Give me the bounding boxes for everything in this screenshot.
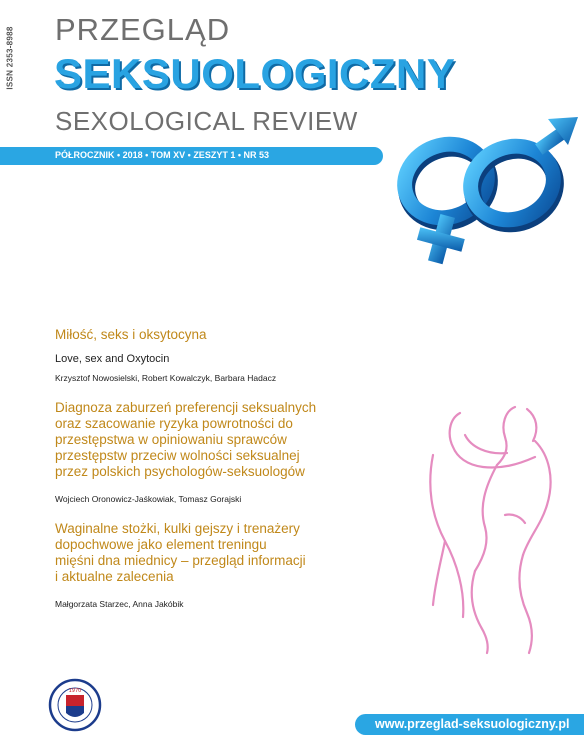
article-1-authors: Krzysztof Nowosielski, Robert Kowalczyk, Barbara Hadacz <box>55 373 277 383</box>
article-1-title[interactable]: Miłość, seks i oksytocyna <box>55 327 207 342</box>
gender-symbols-icon <box>388 115 584 275</box>
article-3-authors: Małgorzata Starzec, Anna Jakóbik <box>55 599 184 609</box>
journal-title-line2: SEKSUOLOGICZNY <box>54 50 456 97</box>
article-3-title[interactable]: Waginalne stożki, kulki gejszy i trenażery dopochwowe jako element treningu mięśni dna miednicy – przegląd informacji i aktualne zalecenia <box>55 521 306 584</box>
issue-info-bar <box>0 147 383 165</box>
website-bar[interactable] <box>355 714 584 735</box>
issn-text: ISSN 2353-8988 <box>5 26 15 90</box>
article-1-subtitle: Love, sex and Oxytocin <box>55 353 170 365</box>
website-url[interactable]: www.przeglad-seksuologiczny.pl <box>375 717 570 731</box>
institution-seal-logo <box>48 675 102 735</box>
journal-title-line1: PRZEGLĄD <box>55 12 231 47</box>
journal-title-line3: SEXOLOGICAL REVIEW <box>55 106 358 136</box>
seal-year: 1970 <box>68 688 82 694</box>
embracing-couple-illustration <box>405 395 575 655</box>
issue-info-text: PÓŁROCZNIK • 2018 • TOM XV • ZESZYT 1 • NR 53 <box>55 150 269 160</box>
article-2-authors: Wojciech Oronowicz-Jaśkowiak, Tomasz Gorajski <box>55 494 242 504</box>
article-2-title[interactable]: Diagnoza zaburzeń preferencji seksualnych oraz szacowanie ryzyka powrotności do przestępstwa w opiniowaniu sprawców przestępstw przeciw wolności seksualnej przez polskich psychologów-seksuologów <box>55 400 317 479</box>
issn-number <box>4 18 16 98</box>
